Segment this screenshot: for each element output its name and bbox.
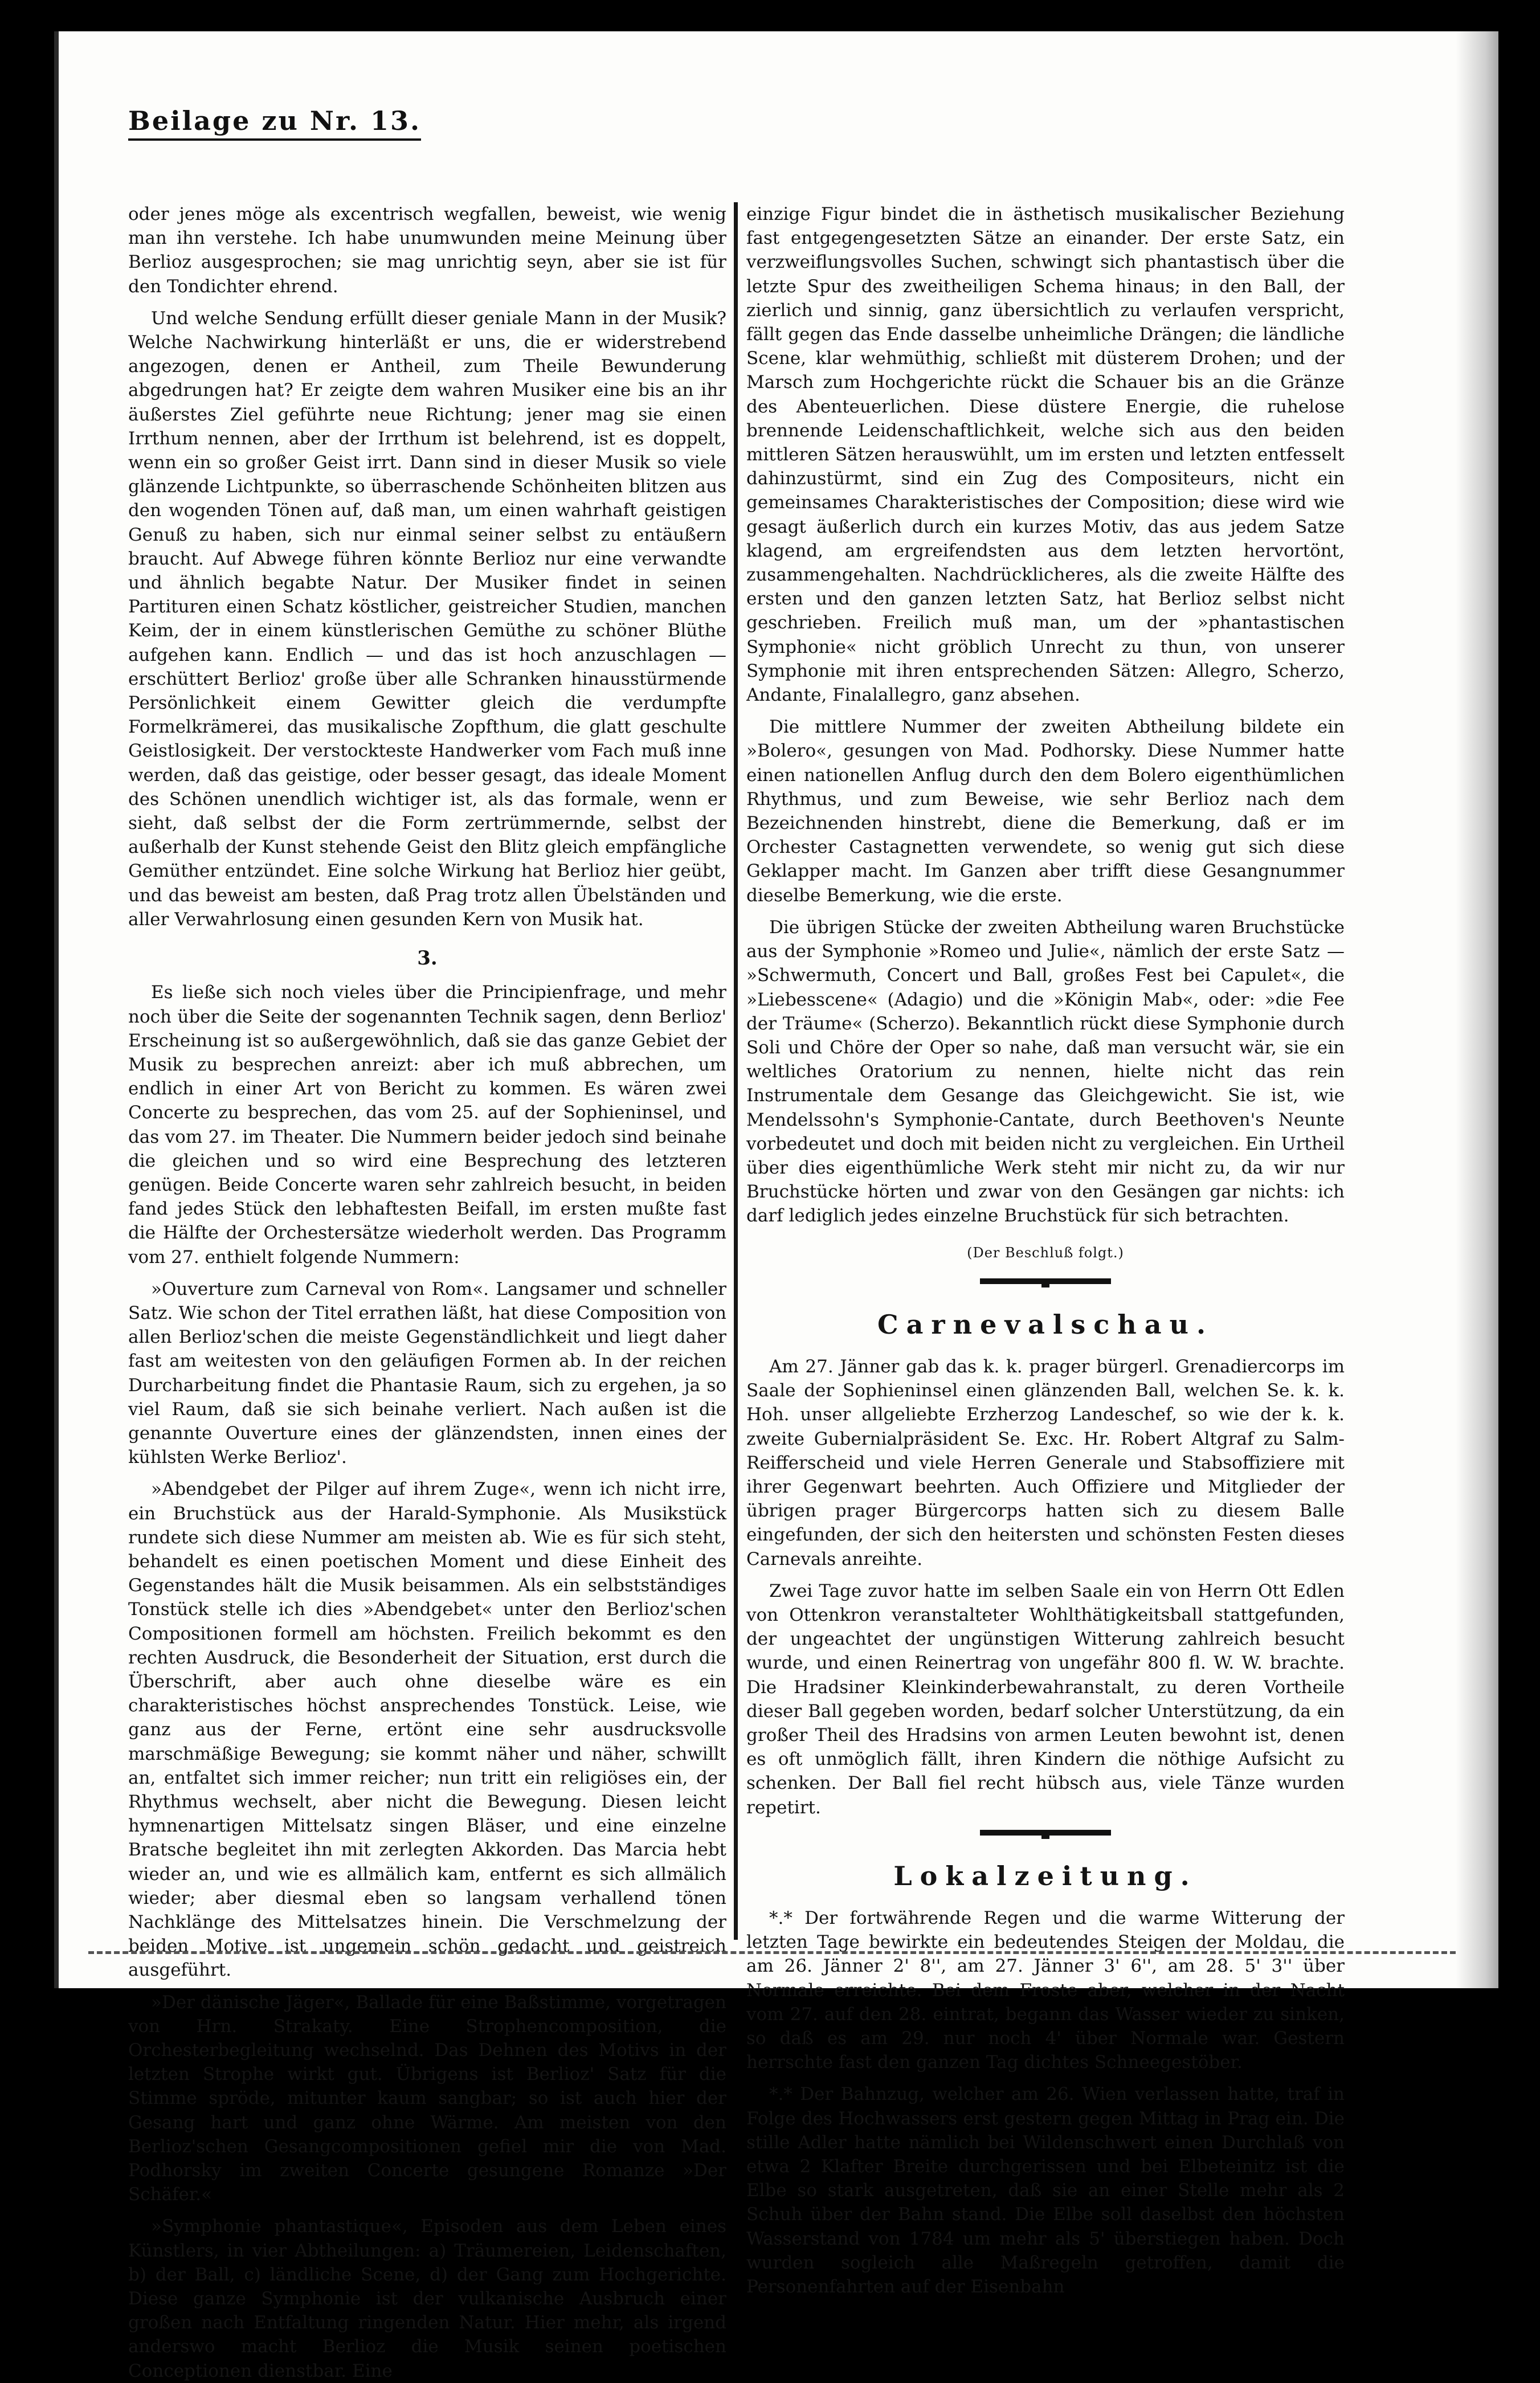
left-paragraph-6: »Der dänische Jäger«, Ballade für eine Baßstimme, vorgetragen von Hrn. Strakaty. Eine Strophencomposition, die Orchesterbegleitung wechselnd. Das Dehnen des Motivs in der letzten Strophe wirkt gut. Übrigens ist Berlioz' Satz für die Stimme spröde, mitunter kaum sangbar; so ist auch hier der Gesang hart und ganz ohne Wärme. Am meisten von den Berlioz'schen Gesangcompositionen gefiel mir die von Mad. Podhorsky im zweiten Concerte gesungene Romanze »Der Schäfer.« <box>128 1992 726 2205</box>
page-edge-shadow <box>1456 31 1498 1988</box>
section-rule <box>980 1278 1111 1284</box>
heading-lokalzeitung: Lokalzeitung. <box>893 1860 1198 1891</box>
left-paragraph-1: oder jenes möge als excentrisch wegfallen, beweist, wie wenig man ihn verstehe. Ich habe unumwunden meine Meinung über Berlioz ausgesprochen; sie mag unrichtig seyn, aber sie ist für den Tondichter ehrend. <box>128 204 726 297</box>
section-rule <box>980 1830 1111 1836</box>
right-paragraph-4: Am 27. Jänner gab das k. k. prager bürgerl. Grenadiercorps im Saale der Sophieninsel einen glänzenden Ball, welchen Se. k. k. Hoh. unser allgeliebte Erzherzog Landeschef, so wie der k. k. zweite Gubernialpräsident Se. Exc. Hr. Robert Altgraf zu Salm-Reifferscheid und viele Herren Generale und Stabsoffiziere mit ihrer Gegenwart beehrten. Auch Offiziere und Mitglieder der übrigen prager Bürgercorps hatten sich zu diesem Balle eingefunden, der sich den heitersten und schönsten Festen dieses Carnevals anreihte. <box>746 1356 1345 1569</box>
left-margin-rule <box>54 31 59 1988</box>
right-paragraph-5: Zwei Tage zuvor hatte im selben Saale ein von Herrn Ott Edlen von Ottenkron veranstalteter Wohlthätigkeitsball stattgefunden, der ungeachtet der ungünstigen Witterung zahlreich besucht wurde, und einen Reinertrag von ungefähr 800 fl. W. W. brachte. Die Hradsiner Kleinkinderbewahranstalt, zu deren Vortheile dieser Ball gegeben worden, bedarf solcher Unterstützung, da ein großer Theil des Hradsins von armen Leuten bewohnt ist, denen es oft unmöglich fällt, ihren Kindern die nöthige Aufsicht zu schenken. Der Ball fiel recht hübsch aus, viele Tänze wurden repetirt. <box>746 1580 1345 1818</box>
left-paragraph-7: »Symphonie phantastique«, Episoden aus dem Leben eines Künstlers, in vier Abtheilungen: a) Träumereien, Leidenschaften, b) der Ball, c) ländliche Scene, d) der Gang zum Hochgerichte. Diese ganze Symphonie ist der vulkanische Ausbruch einer großen nach Entfaltung ringenden Natur. Hier mehr, als irgend anderswo macht Berlioz die Musik seinen poetischen Conceptionen dienstbar. Eine <box>128 2216 726 2381</box>
page-header: Beilage zu Nr. 13. <box>128 105 421 141</box>
left-paragraph-4: »Ouverture zum Carneval von Rom«. Langsamer und schneller Satz. Wie schon der Titel errathen läßt, hat diese Composition von allen Berlioz'schen die meiste Gegenständlichkeit und liegt daher fast am weitesten von den geläufigen Formen ab. In der reichen Durcharbeitung findet die Phantasie Raum, sich zu ergehen, ja so viel Raum, daß sie sich beinahe verliert. Nach außen ist die genannte Ouverture eines der glänzendsten, innen eines der kühlsten Werke Berlioz'. <box>128 1278 726 1468</box>
right-paragraph-6: *.* Der fortwährende Regen und die warme Witterung der letzten Tage bewirkte ein bedeutendes Steigen der Moldau, die am 26. Jänner 2' 8'', am 27. Jänner 3' 6'', am 28. 5' 3'' über Normale erreichte. Bei dem Froste aber, welcher in der Nacht vom 27. auf den 28. eintrat, begann das Wasser wieder zu sinken, so daß es am 29. nur noch 4' über Normale war. Gestern herrschte fast den ganzen Tag dichtes Schneegestöber. <box>746 1908 1345 2073</box>
section-number: 3. <box>417 947 438 970</box>
continuation-note: (Der Beschluß folgt.) <box>967 1244 1124 1261</box>
bottom-border <box>88 1951 1464 1954</box>
right-paragraph-1: einzige Figur bindet die in ästhetisch musikalischer Beziehung fast entgegengesetzten Sätze an einander. Der erste Satz, ein verzweiflungsvolles Suchen, schwingt sich phantastisch über die letzte Spur des zweitheiligen Schema hinaus; in den Ball, der zierlich und sinnig, ganz übersichtlich zu verlaufen verspricht, fällt gegen das Ende dasselbe unheimliche Drängen; die ländliche Scene, klar wehmüthig, schließt mit düsterem Drohen; und der Marsch zum Hochgerichte rückt die Schauer bis an die Gränze des Abenteuerlichen. Diese düstere Energie, die ruhelose brennende Leidenschaftlichkeit, welche sich aus den beiden mittleren Sätzen herauswühlt, um im ersten und letzten entfesselt dahinzustürmt, sind ein Zug des Compositeurs, nicht ein gemeinsames Charakteristisches der Composition; diese wird wie gesagt äußerlich durch ein kurzes Motiv, das aus jedem Satze klagend, am ergreifendsten aus dem letzten hervortönt, zusammengehalten. Nachdrücklicheres, als die zweite Hälfte des ersten und den ganzen letzten Satz, hat Berlioz selbst nicht geschrieben. Freilich muß man, um der »phantastischen Symphonie« nicht gröblich Unrecht zu thun, von unserer Symphonie mit ihren entsprechenden Sätzen: Allegro, Scherzo, Andante, Finalallegro, ganz absehen. <box>746 204 1345 706</box>
left-paragraph-5: »Abendgebet der Pilger auf ihrem Zuge«, wenn ich nicht irre, ein Bruchstück aus der Harald-Symphonie. Als Musikstück rundete sich diese Nummer am meisten ab. Wie es für sich steht, behandelt es einen poetischen Moment und diese Einheit des Gegenstandes hält die Musik beisammen. Als ein selbstständiges Tonstück stelle ich dies »Abendgebet« unter den Berlioz'schen Compositionen formell am höchsten. Freilich bekommt es den rechten Ausdruck, die Besonderheit der Situation, erst durch die Überschrift, aber auch ohne dieselbe wäre es ein charakteristisches höchst ansprechendes Tonstück. Leise, wie ganz aus der Ferne, ertönt eine sehr ausdrucksvolle marschmäßige Bewegung; sie kommt näher und näher, schwillt an, entfaltet sich immer reicher; nun tritt ein religiöses ein, der Rhythmus wechselt, aber nicht die Bewegung. Diesen leicht hymnenartigen Mittelsatz singen Bläser, und eine einzelne Bratsche begleitet ihn mit zerlegten Akkorden. Das Marcia hebt wieder an, und wie es allmälich kam, entfernt es sich allmälich wieder; aber diesmal eben so langsam verhallend tönen Nachklänge des Mittelsatzes hinein. Die Verschmelzung der beiden Motive ist ungemein schön gedacht und geistreich ausgeführt. <box>128 1479 726 1981</box>
heading-carnevalschau: Carnevalschau. <box>877 1309 1214 1340</box>
right-column <box>746 202 1345 2298</box>
right-paragraph-7: *.* Der Bahnzug, welcher am 26. Wien verlassen hatte, traf in Folge des Hochwassers erst gestern gegen Mittag in Prag ein. Die stille Adler hatte nämlich bei Wildenschwert einen Durchlaß von etwa 2 Klafter Breite durchgerissen und bei Elbeteinitz ist die Elbe so stark ausgetreten, daß sie an einer Stelle mehr als 2 Schuh über der Bahn stand. Die Elbe soll daselbst den höchsten Wasserstand von 1784 um mehr als 5' überstiegen haben. Doch wurden sogleich alle Maßregeln getroffen, damit die Personenfahrten auf der Eisenbahn <box>746 2084 1345 2298</box>
left-paragraph-3: Es ließe sich noch vieles über die Principienfrage, und mehr noch über die Seite der sogenannten Technik sagen, denn Berlioz' Erscheinung ist so außergewöhnlich, daß sie das ganze Gebiet der Musik zu besprechen anreizt: aber ich muß abbrechen, um endlich in einer Art von Bericht zu kommen. Es wären zwei Concerte zu besprechen, das vom 25. auf der Sophieninsel, und das vom 27. im Theater. Die Nummern beider jedoch sind beinahe die gleichen und so wird eine Besprechung des letzteren genügen. Beide Concerte waren sehr zahlreich besucht, in beiden fand jedes Stück den lebhaftesten Beifall, im ersten mußte fast die Hälfte der Orchestersätze wiederholt werden. Das Programm vom 27. enthielt folgende Nummern: <box>128 982 726 1268</box>
right-paragraph-3: Die übrigen Stücke der zweiten Abtheilung waren Bruchstücke aus der Symphonie »Romeo und Julie«, nämlich der erste Satz — »Schwermuth, Concert und Ball, großes Fest bei Capulet«, die »Liebesscene« (Adagio) und die »Königin Mab«, oder: »die Fee der Träume« (Scherzo). Bekanntlich rückt diese Symphonie durch Soli und Chöre der Oper so nahe, daß man versucht wär, sie ein weltliches Oratorium zu nennen, hielte nicht das rein Instrumentale dem Gesange das Gleichgewicht. Sie ist, wie Mendelssohn's Symphonie-Cantate, durch Beethoven's Neunte vorbedeutet und doch mit beiden nicht zu vergleichen. Ein Urtheil über dies eigenthümliche Werk steht mir nicht zu, da wir nur Bruchstücke hörten und zwar von den Gesängen gar nichts: ich darf lediglich jedes einzelne Bruchstück für sich betrachten. <box>746 917 1345 1227</box>
left-column <box>128 202 726 2381</box>
column-divider <box>734 202 738 1940</box>
newspaper-page <box>54 31 1498 2381</box>
right-paragraph-2: Die mittlere Nummer der zweiten Abtheilung bildete ein »Bolero«, gesungen von Mad. Podhorsky. Diese Nummer hatte einen nationellen Anflug durch den dem Bolero eigenthümlichen Rhythmus, und zum Beweise, wie sehr Berlioz nach dem Bezeichnenden hinstrebt, diene die Bemerkung, daß er im Orchester Castagnetten verwendete, so wenig gut sich diese Geklapper macht. Im Ganzen aber trifft diese Gesangnummer dieselbe Bemerkung, wie die erste. <box>746 717 1345 906</box>
left-paragraph-2: Und welche Sendung erfüllt dieser geniale Mann in der Musik? Welche Nachwirkung hinterläßt er uns, die er widerstrebend angezogen, denen er Antheil, zum Theile Bewunderung abgedrungen hat? Er zeigte dem wahren Musiker eine bis an ihr äußerstes Ziel geführte neue Richtung; jener mag sie einen Irrthum nennen, aber der Irrthum ist belehrend, ist es doppelt, wenn ein so großer Geist irrt. Dann sind in dieser Musik so viele glänzende Lichtpunkte, so überraschende Schönheiten blitzen aus den wogenden Tönen auf, daß man, um einen wahrhaft geistigen Genuß zu haben, sich nur einmal seiner selbst zu entäußern braucht. Auf Abwege führen könnte Berlioz nur eine verwandte und ähnlich begabte Natur. Der Musiker findet in seinen Partituren einen Schatz köstlicher, geistreicher Studien, manchen Keim, der in einem künstlerischen Gemüthe zu schöner Blüthe aufgehen kann. Endlich — und das ist hoch anzuschlagen — erschüttert Berlioz' große über alle Schranken hinausstürmende Persönlichkeit einem Gewitter gleich die verdumpfte Formelkrämerei, das musikalische Zopfthum, die glatt geschulte Geistlosigkeit. Der verstockteste Handwerker vom Fach muß inne werden, daß das geistige, oder besser gesagt, das ideale Moment des Schönen unendlich wichtiger ist, als das formale, wenn er sieht, daß selbst der die Form zertrümmernde, selbst der außerhalb der Kunst stehende Geist den Blitz gleich empfängliche Gemüther entzündet. Eine solche Wirkung hat Berlioz hier geübt, und das beweist am besten, daß Prag trotz allen Übelständen und aller Verwahrlosung einen gesunden Kern von Musik hat. <box>128 308 726 930</box>
